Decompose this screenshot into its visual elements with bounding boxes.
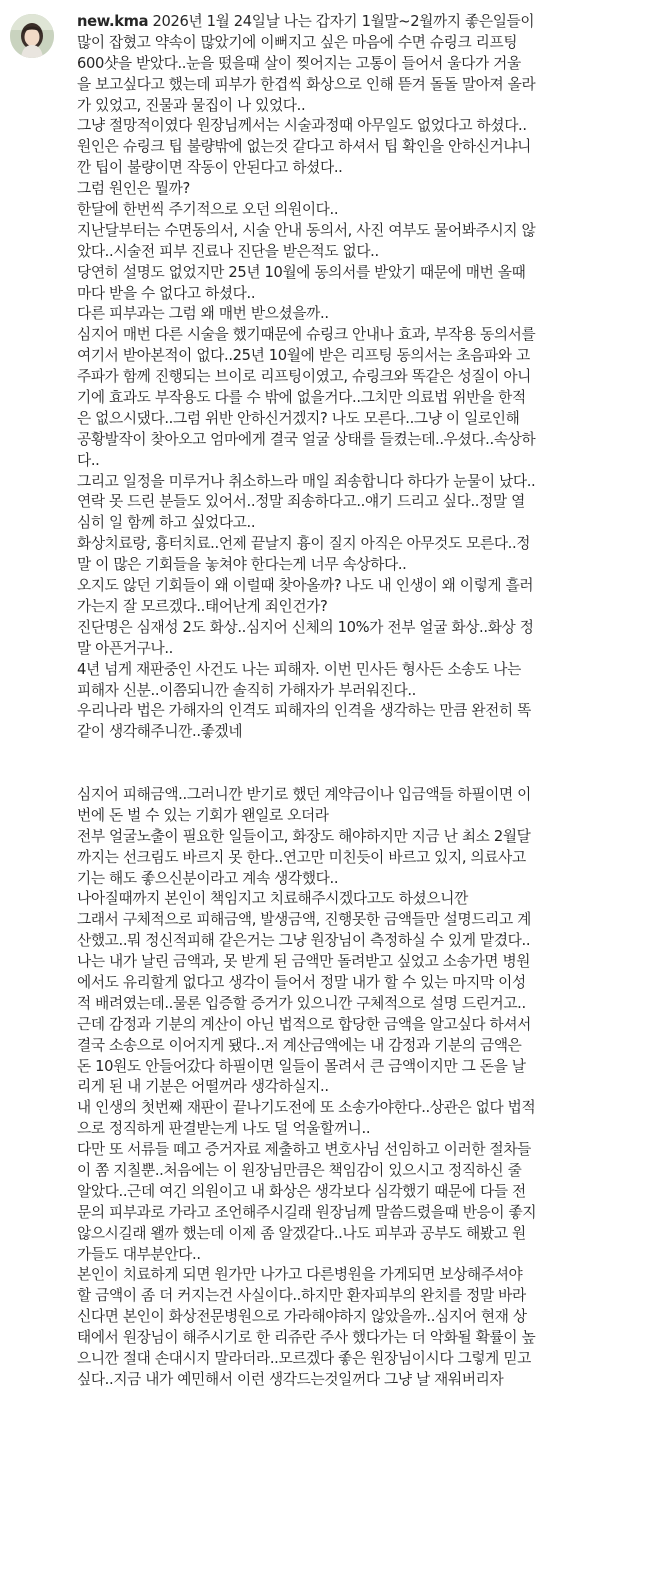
caption-line: 연락 못 드린 분들도 있어서..정말 죄송하다고..얘기 드리고 싶다..정말 열 bbox=[77, 493, 525, 511]
caption-line: 결국 소송으로 이어지게 됐다..저 계산금액에는 내 감정과 기분의 금액은 bbox=[77, 1036, 522, 1054]
caption-line: 은 없으시댔다..그럼 위반 안하신거겠지? 나도 모른다..그냥 이 일로인해 bbox=[77, 409, 520, 427]
caption-line: 진단명은 심재성 2도 화상..심지어 신체의 10%가 전부 얼굴 화상..화상 정 bbox=[77, 618, 534, 636]
username-link[interactable]: new.kma bbox=[77, 13, 149, 30]
caption-line: 우리나라 법은 가해자의 인격도 피해자의 인격을 생각하는 만큼 완전히 똑 bbox=[77, 702, 532, 720]
caption-line: 4년 넘게 재판중인 사건도 나는 피해자. 이번 민사든 형사든 소송도 나는 bbox=[77, 660, 521, 678]
caption-line: 지난달부터는 수면동의서, 시술 안내 동의서, 사진 여부도 물어봐주시지 않 bbox=[77, 221, 536, 239]
caption-line: 원인은 슈링크 팁 불량밖에 없는것 같다고 하셔서 팁 확인을 안하신거냐니 bbox=[77, 138, 532, 156]
caption-line: 태에서 원장님이 해주시기로 한 리쥬란 주사 했다가는 더 악화될 확률이 높 bbox=[77, 1329, 536, 1347]
caption-line: 다른 피부과는 그럼 왜 매번 받으셨을까.. bbox=[77, 305, 329, 323]
caption-line: 주파가 함께 진행되는 브이로 리프팅이였고, 슈링크와 똑같은 성질이 아니 bbox=[77, 368, 532, 386]
caption-line bbox=[77, 764, 637, 785]
caption-line: 나는 내가 날린 금액과, 못 받게 된 금액만 돌려받고 싶었고 소송가면 병원 bbox=[77, 953, 531, 971]
caption-line: 많이 잡혔고 약속이 많았기에 이뻐지고 싶은 마음에 수면 슈링크 리프팅 bbox=[77, 33, 518, 51]
caption-line: 피해자 신분..이쯤되니깐 솔직히 가해자가 부러워진다.. bbox=[77, 681, 416, 699]
caption-first-line-text: 2026년 1월 24일날 나는 갑자기 1월말~2월까지 좋은일들이 bbox=[148, 13, 535, 30]
profile-photo-icon bbox=[10, 14, 54, 58]
caption-line: 않으시길래 왤까 했는데 이제 좀 알겠같다..나도 피부과 공부도 해봤고 원 bbox=[77, 1224, 526, 1242]
caption-line: 기에 효과도 부작용도 다를 수 밖에 없을거다..그치만 의료법 위반을 한적 bbox=[77, 389, 526, 407]
avatar[interactable] bbox=[10, 14, 54, 58]
caption-line: 신다면 본인이 화상전문병원으로 가라해야하지 않았을까..심지어 현재 상 bbox=[77, 1308, 527, 1326]
caption-lines bbox=[77, 33, 637, 1391]
caption-line: 내 인생의 첫번째 재판이 끝나기도전에 또 소송가야한다..상관은 없다 법적 bbox=[77, 1099, 536, 1117]
caption-line: 같이 생각해주니깐..좋겠네 bbox=[77, 723, 243, 741]
caption-line: 산했고..뭐 정신적피해 같은거는 그냥 원장님이 측정하실 수 있게 맡겼다.. bbox=[77, 932, 531, 950]
caption-line: 으니깐 절대 손대시지 말라더라..모르겠다 좋은 원장님이시다 그렇게 믿고 bbox=[77, 1350, 532, 1367]
caption-line: 당연히 설명도 없었지만 25년 10월에 동의서를 받았기 때문에 매번 올때 bbox=[77, 263, 526, 281]
caption-line: 리게 된 내 기분은 어떨꺼라 생각하실지.. bbox=[77, 1078, 329, 1096]
caption-line bbox=[77, 743, 637, 764]
caption-line: 았다..시술전 피부 진료나 진단을 받은적도 없다.. bbox=[77, 242, 379, 260]
caption-line: 심히 일 함께 하고 싶었다고.. bbox=[77, 514, 256, 532]
caption-line: 으로 정직하게 판결받는게 나도 덜 억울할꺼니.. bbox=[77, 1120, 371, 1138]
caption-line: 그럼 원인은 뭘까? bbox=[77, 180, 190, 198]
caption-line: 번에 돈 벌 수 있는 기회가 왠일로 오더라 bbox=[77, 806, 329, 824]
caption-line: 까지는 선크림도 바르지 못 한다..연고만 미친듯이 바르고 있지, 의료사고 bbox=[77, 848, 526, 866]
caption-line: 알았다..근데 여긴 의원이고 내 화상은 생각보다 심각했기 때문에 다들 전 bbox=[77, 1182, 526, 1200]
caption-line: 가는지 잘 모르겠다..태어난게 죄인건가? bbox=[77, 597, 328, 615]
caption-line: 마다 받을 수 없다고 하셨다.. bbox=[77, 284, 256, 302]
caption-line: 할 금액이 좀 더 커지는건 사실이다..하지만 환자피부의 완치를 정말 바라 bbox=[77, 1287, 526, 1305]
caption-line: 심지어 매번 다른 시술을 했기때문에 슈링크 안내나 효과, 부작용 동의서를 bbox=[77, 326, 536, 344]
caption-line: 가 있었고, 진물과 물집이 나 있었다.. bbox=[77, 96, 306, 114]
caption-line: 에서도 유리할게 없다고 생각이 들어서 정말 내가 할 수 있는 마지막 이성 bbox=[77, 973, 526, 991]
caption-line: 전부 얼굴노출이 필요한 일들이고, 화장도 해야하지만 지금 난 최소 2월달 bbox=[77, 827, 531, 845]
caption-line: 이 쫌 지칠뿐..처음에는 이 원장님만큼은 책임감이 있으시고 정직하신 줄 bbox=[77, 1161, 522, 1179]
caption-line: 적 배려였는데..물론 입증할 증거가 있으니깐 구체적으로 설명 드린거고.. bbox=[77, 994, 526, 1012]
caption-line: 말 이 많은 기회들을 놓쳐야 한다는게 너무 속상하다.. bbox=[77, 556, 407, 574]
caption-line: 그리고 일정을 미루거나 취소하느라 매일 죄송합니다 하다가 눈물이 났다.. bbox=[77, 472, 536, 490]
caption-line: 깐 팁이 불량이면 작동이 안된다고 하셨다.. bbox=[77, 159, 343, 177]
caption-line: 오지도 않던 기회들이 왜 이럴때 찾아올까? 나도 내 인생이 왜 이렇게 흘러 bbox=[77, 577, 534, 595]
caption-line: 싶다..지금 내가 예민해서 이런 생각드는것일꺼다 그냥 날 재워버리자 bbox=[77, 1370, 504, 1388]
caption-line: 나아질때까지 본인이 책임지고 치료해주시겠다고도 하셨으니깐 bbox=[77, 890, 468, 908]
caption-line: 다만 또 서류들 떼고 증거자료 제출하고 변호사님 선임하고 이러한 절차들 bbox=[77, 1141, 532, 1159]
caption-first-line bbox=[77, 12, 637, 33]
caption-line: 600샷을 받았다..눈을 떴을때 살이 찢어지는 고통이 들어서 울다가 거울 bbox=[77, 54, 521, 72]
caption-line: 다.. bbox=[77, 451, 100, 469]
post-caption bbox=[77, 12, 637, 1391]
caption-line: 본인이 치료하게 되면 원가만 나가고 다른병원을 가게되면 보상해주셔야 bbox=[77, 1266, 523, 1284]
caption-line: 근데 감정과 기분의 계산이 아닌 법적으로 합당한 금액을 알고싶다 하셔서 bbox=[77, 1015, 532, 1033]
caption-line: 을 보고싶다고 했는데 피부가 한겹씩 화상으로 인해 뜯겨 돌돌 말아져 올라 bbox=[77, 75, 536, 93]
caption-line: 한달에 한번씩 주기적으로 오던 의원이다.. bbox=[77, 201, 339, 219]
caption-line: 가들도 대부분안다.. bbox=[77, 1245, 201, 1263]
caption-line: 화상치료랑, 흉터치료..언제 끝날지 흉이 질지 아직은 아무것도 모른다..정 bbox=[77, 535, 531, 553]
caption-line: 돈 10원도 안들어갔다 하필이면 일들이 몰려서 큰 금액이지만 그 돈을 날 bbox=[77, 1057, 526, 1075]
caption-line: 기는 해도 좋으신분이라고 계속 생각했다.. bbox=[77, 869, 339, 887]
caption-line: 그냥 절망적이였다 원장님께서는 시술과정때 아무일도 없었다고 하셨다.. bbox=[77, 117, 527, 135]
caption-line: 그래서 구체적으로 피해금액, 발생금액, 진행못한 금액들만 설명드리고 계 bbox=[77, 911, 532, 929]
caption-line: 여기서 받아본적이 없다..25년 10월에 받은 리프팅 동의서는 초음파와 고 bbox=[77, 347, 530, 365]
caption-line: 공황발작이 찾아오고 엄마에게 결국 얼굴 상태를 들켰는데..우셨다..속상하 bbox=[77, 430, 536, 448]
caption-line: 심지어 피해금액..그러니깐 받기로 했던 계약금이나 입금액들 하필이면 이 bbox=[77, 785, 532, 803]
caption-line: 말 아픈거구나.. bbox=[77, 639, 173, 657]
caption-line: 문의 피부과로 가라고 조언해주시길래 원장님께 말씀드렸을때 반응이 좋지 bbox=[77, 1203, 537, 1221]
